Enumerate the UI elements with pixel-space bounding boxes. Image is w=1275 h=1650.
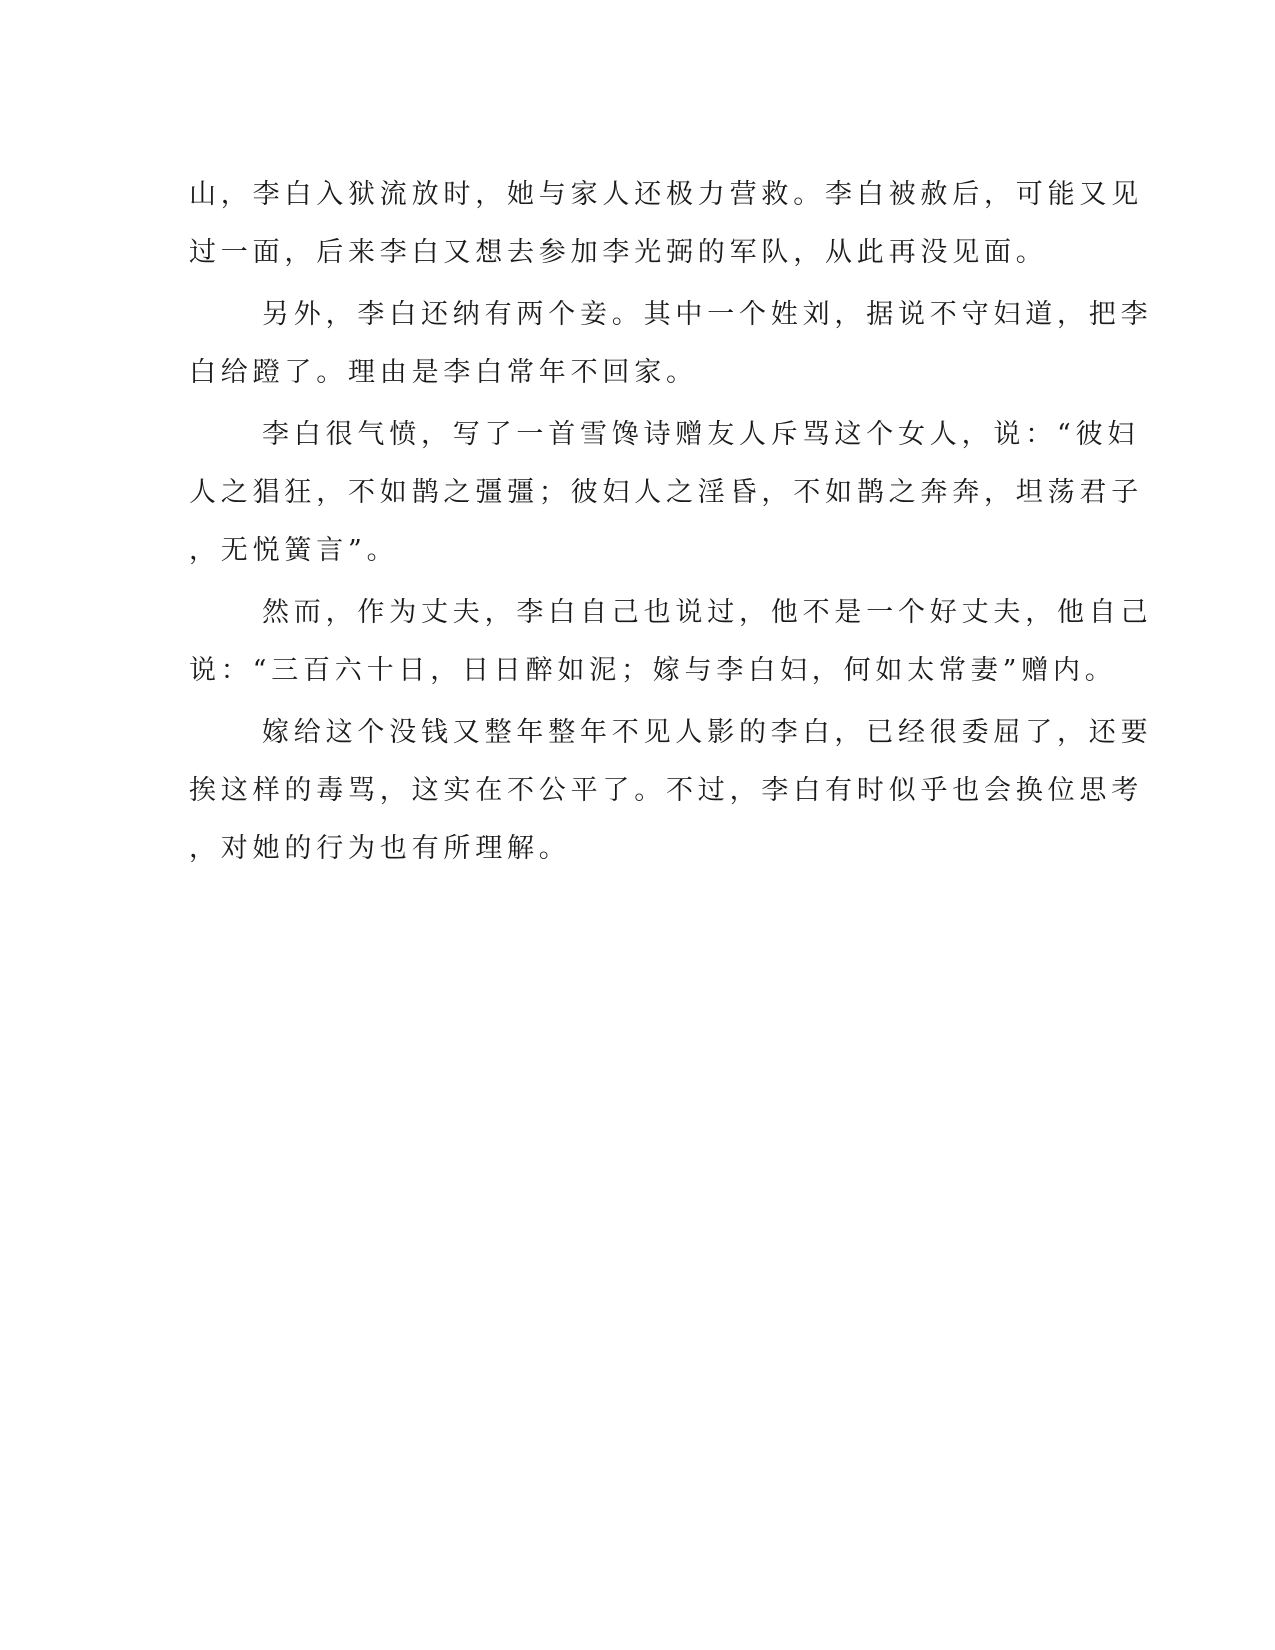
- paragraph-4: [189, 584, 1153, 700]
- text-line-indented: 李白很气愤，写了一首雪馋诗赠友人斥骂这个女人，说：“彼妇: [262, 419, 1140, 450]
- text-line: 说：“三百六十日，日日醉如泥；嫁与李白妇，何如太常妻”赠内。: [189, 655, 1117, 686]
- paragraph-3: [189, 406, 1143, 580]
- text-line-indented: 另外，李白还纳有两个妾。其中一个姓刘，据说不守妇道，把李: [262, 299, 1153, 330]
- text-line: 人之猖狂，不如鹊之彊彊；彼妇人之淫昏，不如鹊之奔奔，坦荡君子: [189, 477, 1143, 508]
- text-line: ，对她的行为也有所理解。: [189, 833, 571, 864]
- text-line: 过一面，后来李白又想去参加李光弼的军队，从此再没见面。: [189, 237, 1048, 268]
- text-line: 挨这样的毒骂，这实在不公平了。不过，李白有时似乎也会换位思考: [189, 775, 1143, 806]
- paragraph-1: [189, 166, 1143, 282]
- text-line: 白给蹬了。理由是李白常年不回家。: [189, 357, 698, 388]
- paragraph-5: [189, 704, 1153, 878]
- paragraph-2: [189, 286, 1153, 402]
- text-line-indented: 然而，作为丈夫，李白自己也说过，他不是一个好丈夫，他自己: [262, 597, 1153, 628]
- text-line: ，无悦簧言”。: [189, 535, 399, 566]
- text-line: 山，李白入狱流放时，她与家人还极力营救。李白被赦后，可能又见: [189, 179, 1143, 210]
- text-line-indented: 嫁给这个没钱又整年整年不见人影的李白，已经很委屈了，还要: [262, 717, 1153, 748]
- body-text: [189, 166, 1153, 882]
